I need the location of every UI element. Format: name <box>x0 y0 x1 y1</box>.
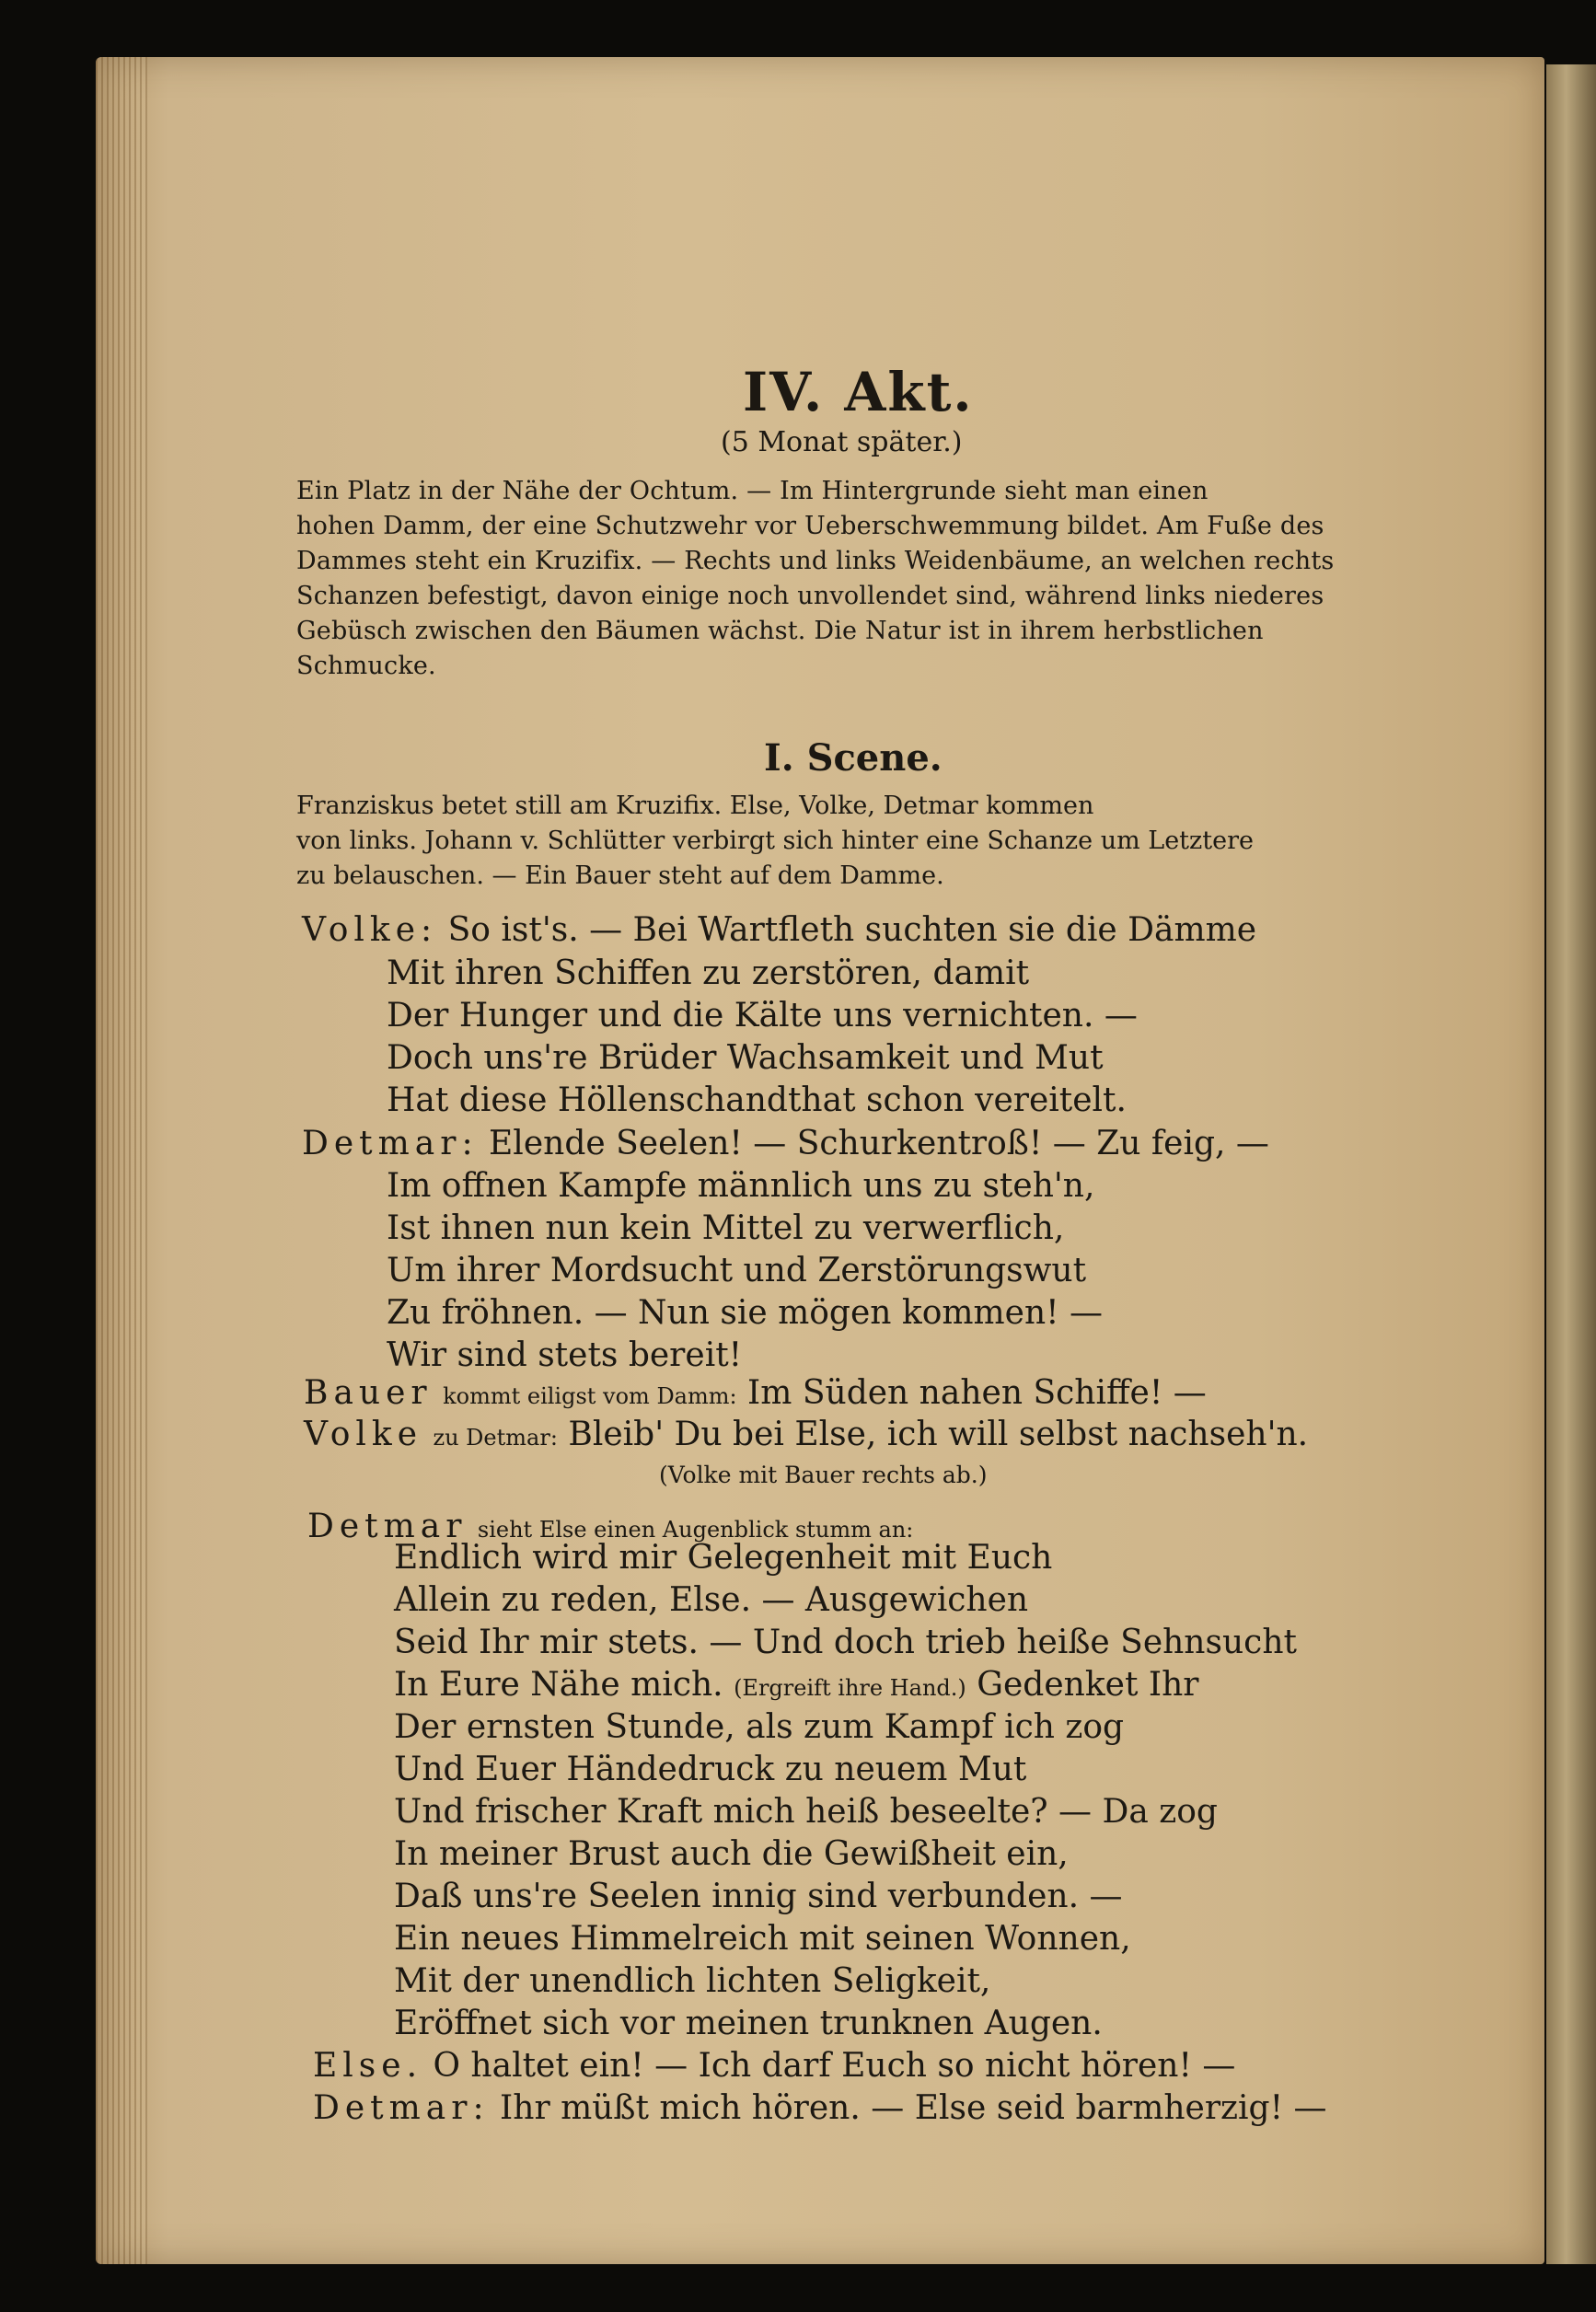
verse-line: Im offnen Kampfe männlich uns zu steh'n, <box>387 1167 1095 1205</box>
stage-direction: (Ergreift ihre Hand.) <box>734 1675 966 1701</box>
verse-text: O haltet ein! — Ich darf Euch so nicht hören! — <box>433 2047 1236 2085</box>
speaker-name: Detmar: <box>302 1125 479 1162</box>
scene-direction-line: Franziskus betet still am Kruzifix. Else, Volke, Detmar kommen <box>296 792 1094 820</box>
verse-line: Zu fröhnen. — Nun sie mögen kommen! — <box>387 1294 1104 1332</box>
verse-text: Ihr müßt mich hören. — Else seid barmherzig! — <box>500 2089 1327 2127</box>
verse-line: Endlich wird mir Gelegenheit mit Euch <box>394 1539 1053 1577</box>
verse-text: Im Süden nahen Schiffe! — <box>747 1374 1207 1412</box>
verse-line: Daß uns're Seelen innig sind verbunden. — <box>394 1878 1123 1915</box>
stage-direction: sieht Else einen Augenblick stumm an: <box>477 1517 914 1543</box>
verse-line: Der Hunger und die Kälte uns vernichten. — <box>387 997 1138 1035</box>
verse-line: Und Euer Händedruck zu neuem Mut <box>394 1751 1027 1788</box>
speaker-name: Detmar: <box>313 2089 490 2127</box>
act-description-line: Gebüsch zwischen den Bäumen wächst. Die Natur ist in ihrem herbstlichen <box>296 617 1264 645</box>
scene-title: I. Scene. <box>764 736 943 780</box>
act-subtitle: (5 Monat später.) <box>721 426 963 458</box>
scene-direction-line: von links. Johann v. Schlütter verbirgt sich hinter eine Schanze um Letztere <box>296 827 1254 855</box>
verse-line: Doch uns're Brüder Wachsamkeit und Mut <box>387 1039 1104 1077</box>
stage-direction: (Volke mit Bauer rechts ab.) <box>659 1462 988 1488</box>
dialogue-line <box>394 1666 1198 1704</box>
dialogue-line <box>302 911 1256 949</box>
verse-line: Ein neues Himmelreich mit seinen Wonnen, <box>394 1920 1131 1958</box>
speaker-name: Bauer <box>304 1374 433 1412</box>
verse-line: Mit ihren Schiffen zu zerstören, damit <box>387 954 1030 992</box>
verse-line: Ist ihnen nun kein Mittel zu verwerflich, <box>387 1209 1065 1247</box>
verse-line: Allein zu reden, Else. — Ausgewichen <box>394 1581 1029 1619</box>
act-description-line: Ein Platz in der Nähe der Ochtum. — Im Hintergrunde sieht man einen <box>296 477 1209 505</box>
act-title: IV. Akt. <box>743 361 974 423</box>
verse-line: Mit der unendlich lichten Seligkeit, <box>394 1962 991 2000</box>
verse-line: Seid Ihr mir stets. — Und doch trieb heiße Sehnsucht <box>394 1624 1297 1661</box>
verse-text: In Eure Nähe mich. <box>394 1666 723 1704</box>
speaker-name: Else. <box>313 2047 423 2085</box>
stage-direction: zu Detmar: <box>433 1425 558 1451</box>
verse-text: So ist's. — Bei Wartfleth suchten sie die Dämme <box>447 911 1257 949</box>
dialogue-line <box>313 2047 1235 2085</box>
scene-direction-line: zu belauschen. — Ein Bauer steht auf dem Damme. <box>296 861 944 890</box>
verse-line: Und frischer Kraft mich heiß beseelte? — Da zog <box>394 1793 1218 1831</box>
dialogue-line <box>304 1416 1308 1453</box>
verse-line: Wir sind stets bereit! <box>387 1336 743 1374</box>
verse-line: In meiner Brust auch die Gewißheit ein, <box>394 1835 1069 1873</box>
act-description-line: Dammes steht ein Kruzifix. — Rechts und links Weidenbäume, an welchen rechts <box>296 547 1335 575</box>
dialogue-line <box>304 1374 1207 1412</box>
verse-line: Hat diese Höllenschandthat schon vereitelt. <box>387 1081 1127 1119</box>
stage-direction: kommt eiligst vom Damm: <box>443 1383 737 1409</box>
verse-line: Der ernsten Stunde, als zum Kampf ich zog <box>394 1708 1125 1746</box>
dialogue-line <box>313 2089 1326 2127</box>
act-description-line: Schanzen befestigt, davon einige noch unvollendet sind, während links niederes <box>296 582 1324 610</box>
speaker-name: Detmar <box>307 1508 468 1545</box>
verse-line: Um ihrer Mordsucht und Zerstörungswut <box>387 1252 1087 1289</box>
verse-text: Gedenket Ihr <box>977 1666 1199 1704</box>
verse-line: Eröffnet sich vor meinen trunknen Augen. <box>394 2005 1103 2042</box>
speaker-name: Volke: <box>302 911 438 949</box>
verse-text: Elende Seelen! — Schurkentroß! — Zu feig, — <box>489 1125 1269 1162</box>
dialogue-line <box>302 1125 1269 1162</box>
act-description-line: hohen Damm, der eine Schutzwehr vor Ueberschwemmung bildet. Am Fuße des <box>296 512 1324 540</box>
speaker-name: Volke <box>304 1416 422 1453</box>
act-description-line: Schmucke. <box>296 652 436 680</box>
verse-text: Bleib' Du bei Else, ich will selbst nachseh'n. <box>568 1416 1309 1453</box>
